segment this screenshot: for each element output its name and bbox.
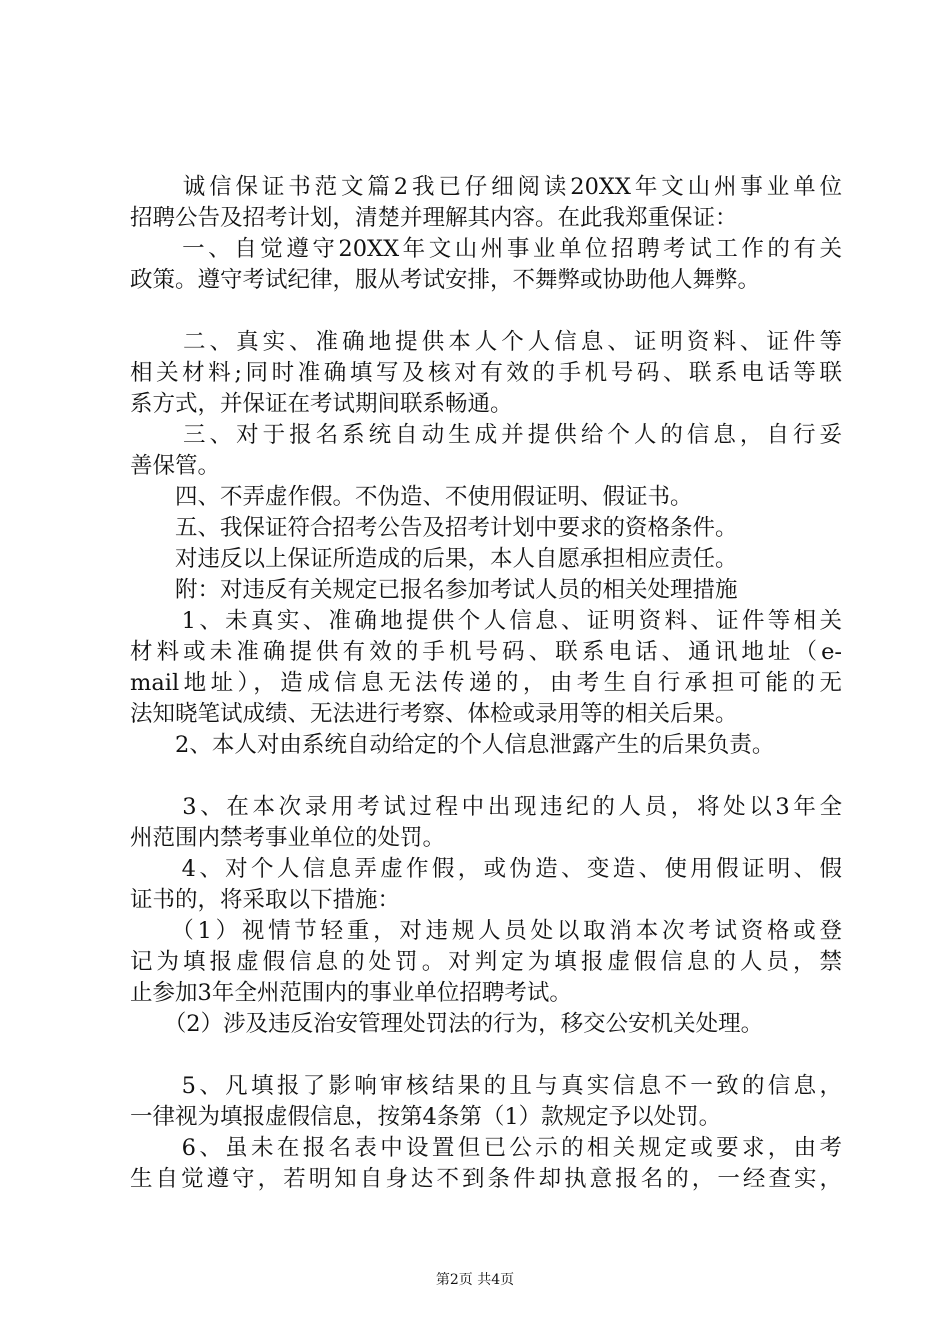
text-line: 1、未真实、准确地提供个人信息、证明资料、证件等相关 xyxy=(130,608,842,634)
text-line: 一律视为填报虚假信息，按第4条第（1）款规定予以处罚。 xyxy=(130,1104,722,1130)
text-line: 四、不弄虚作假。不伪造、不使用假证明、假证书。 xyxy=(130,484,693,510)
document-body xyxy=(130,172,842,1195)
text-line: 州范围内禁考事业单位的处罚。 xyxy=(130,825,446,851)
text-line: 止参加3年全州范围内的事业单位招聘考试。 xyxy=(130,980,572,1006)
text-line: mail地址），造成信息无法传递的，由考生自行承担可能的无 xyxy=(130,670,842,696)
page-number-label: 第2页 共4页 xyxy=(435,1272,515,1288)
text-line: 善保管。 xyxy=(130,453,221,479)
text-line: 招聘公告及招考计划，清楚并理解其内容。在此我郑重保证： xyxy=(130,205,738,231)
text-line: 6、虽未在报名表中设置但已公示的相关规定或要求，由考 xyxy=(130,1135,842,1161)
text-line: 三、对于报名系统自动生成并提供给个人的信息，自行妥 xyxy=(130,422,842,448)
text-line: 法知晓笔试成绩、无法进行考察、体检或录用等的相关后果。 xyxy=(130,701,738,727)
paragraph-gap xyxy=(130,1040,842,1071)
text-line: 系方式，并保证在考试期间联系畅通。 xyxy=(130,391,513,417)
text-line: （1）视情节轻重，对违规人员处以取消本次考试资格或登 xyxy=(130,918,842,944)
text-line: 附：对违反有关规定已报名参加考试人员的相关处理措施 xyxy=(130,577,738,603)
text-line: 4、对个人信息弄虚作假，或伪造、变造、使用假证明、假 xyxy=(130,856,842,882)
text-line: 记为填报虚假信息的处罚。对判定为填报虚假信息的人员，禁 xyxy=(130,949,842,975)
text-line: 2、本人对由系统自动给定的个人信息泄露产生的后果负责。 xyxy=(130,732,775,758)
text-line: 相关材料;同时准确填写及核对有效的手机号码、联系电话等联 xyxy=(130,360,842,386)
paragraph-gap xyxy=(130,296,842,327)
text-line: 政策。遵守考试纪律，服从考试安排，不舞弊或协助他人舞弊。 xyxy=(130,267,761,293)
page-footer xyxy=(0,1270,950,1290)
text-line: 3、在本次录用考试过程中出现违纪的人员，将处以3年全 xyxy=(130,794,842,820)
text-line: 诚信保证书范文篇2我已仔细阅读20XX年文山州事业单位 xyxy=(130,174,842,200)
text-line: 证书的，将采取以下措施： xyxy=(130,887,401,913)
text-line: 生自觉遵守，若明知自身达不到条件却执意报名的，一经查实， xyxy=(130,1166,842,1192)
text-line: 一、自觉遵守20XX年文山州事业单位招聘考试工作的有关 xyxy=(130,236,842,262)
paragraph-gap xyxy=(130,761,842,792)
text-line: 二、真实、准确地提供本人个人信息、证明资料、证件等 xyxy=(130,329,842,355)
text-line: 材料或未准确提供有效的手机号码、联系电话、通讯地址（e- xyxy=(130,639,842,665)
text-line: 5、凡填报了影响审核结果的且与真实信息不一致的信息， xyxy=(130,1073,842,1099)
text-line: 对违反以上保证所造成的后果，本人自愿承担相应责任。 xyxy=(130,546,738,572)
text-line: （2）涉及违反治安管理处罚法的行为，移交公安机关处理。 xyxy=(130,1011,764,1037)
text-line: 五、我保证符合招考公告及招考计划中要求的资格条件。 xyxy=(130,515,738,541)
